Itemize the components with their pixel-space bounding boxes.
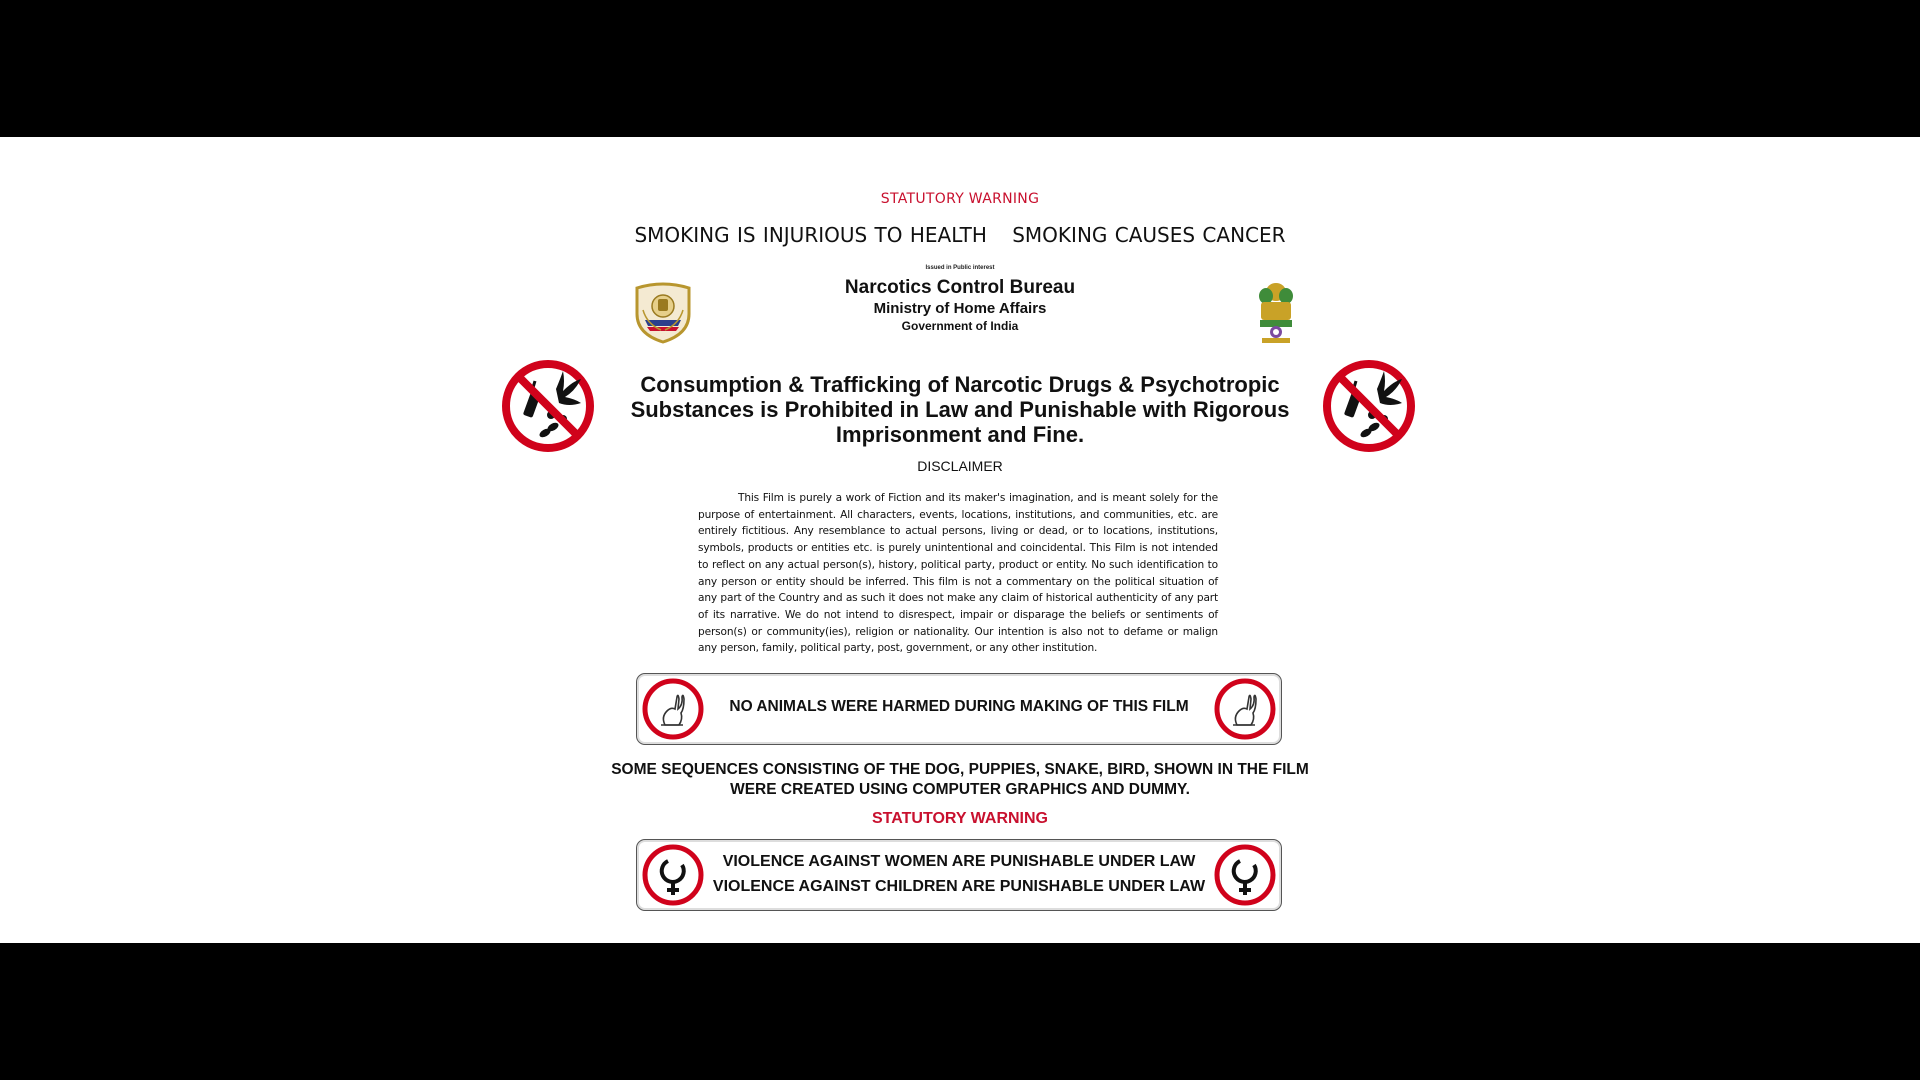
violence-children-text: VIOLENCE AGAINST CHILDREN ARE PUNISHABLE UNDER LAW: [712, 878, 1206, 895]
smoking-injurious-text: SMOKING IS INJURIOUS TO HEALTH: [634, 223, 987, 247]
government-name: Government of India: [901, 319, 1019, 333]
issued-in-public-interest: Issued in Public interest: [925, 265, 995, 271]
female-symbol-icon: [1213, 843, 1277, 907]
no-drugs-icon: [1322, 359, 1416, 453]
disclaimer-title: DISCLAIMER: [917, 458, 1003, 474]
animals-notice-box: [636, 673, 1282, 745]
statutory-warning-mid: STATUTORY WARNING: [872, 810, 1048, 827]
animals-notice-text: NO ANIMALS WERE HARMED DURING MAKING OF THIS FILM: [729, 698, 1189, 715]
bureau-name: Narcotics Control Bureau: [844, 277, 1076, 298]
smoking-cancer-text: SMOKING CAUSES CANCER: [1012, 223, 1286, 247]
no-drugs-icon: [501, 359, 595, 453]
ministry-name: Ministry of Home Affairs: [873, 300, 1047, 317]
violence-notice-box: [636, 839, 1282, 911]
warning-card: [0, 137, 1920, 943]
violence-women-text: VIOLENCE AGAINST WOMEN ARE PUNISHABLE UNDER LAW: [722, 853, 1196, 870]
disclaimer-body: This Film is purely a work of Fiction and its maker's imagination, and is meant solely for the purpose of entertainment. All characters, events, locations, institutions, and communities, etc. are entirely fictitious. Any resemblance to actual persons, living or dead, or to locations, institutions, symbols, products or entities etc. is purely unintentional and coincidental. This Film is not intended to reflect on any actual person(s), history, political party, product or entity. No such identification to any person or entity should be inferred. This film is not a commentary on the political situation of any part of the Country and as such it does not make any claim of historical authenticity of any part of its narrative. We do not intend to disrespect, impair or disparage the beliefs or sentiments of person(s) or community(ies), religion or nationality. Our intention is also not to defame or malign any person, family, political party, post, government, or any other institution.: [698, 492, 1218, 655]
statutory-warning-top: STATUTORY WARNING: [880, 191, 1040, 207]
narcotics-headline: Consumption & Trafficking of Narcotic Drugs & Psychotropic Substances is Prohibited in Law and Punishable with Rigorous Imprisonment and Fine.: [630, 372, 1290, 447]
cgi-sequences-notice: SOME SEQUENCES CONSISTING OF THE DOG, PUPPIES, SNAKE, BIRD, SHOWN IN THE FILM WERE CREATED USING COMPUTER GRAPHICS AND DUMMY.: [611, 761, 1309, 798]
smoking-warning: [0, 223, 1920, 247]
rabbit-icon: [1213, 677, 1277, 741]
